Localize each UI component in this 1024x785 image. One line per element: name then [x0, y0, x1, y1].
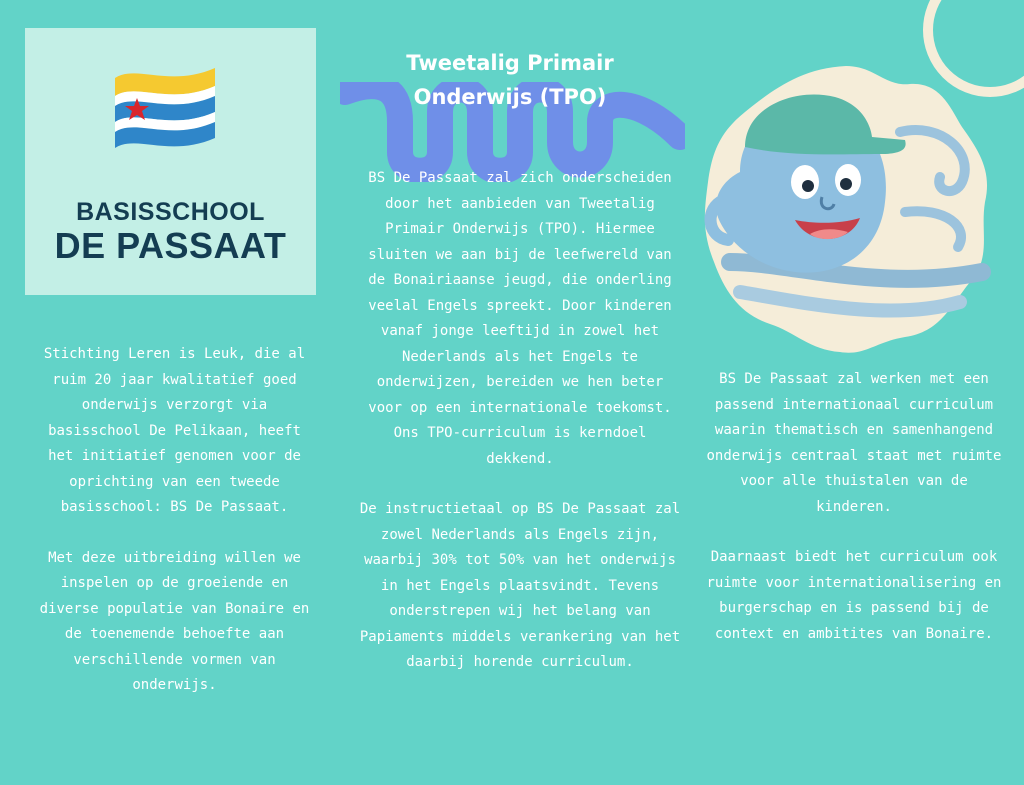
intro-column: [32, 342, 317, 699]
curriculum-paragraph-1: BS De Passaat zal werken met een passend internationaal curriculum waarin thematisch en samenhangend onderwijs centraal staat met ruimte voor alle thuistalen van de kinderen.: [706, 371, 1002, 515]
school-logo: [25, 28, 316, 295]
title-line-1: Tweetalig Primair: [406, 51, 614, 75]
curriculum-paragraph-2: Daarnaast biedt het curriculum ook ruimte voor internationalisering en burgerschap en is passend bij de context en ambitites van Bonaire.: [706, 549, 1002, 642]
page-title: [360, 46, 660, 114]
tpo-paragraph-2: De instructietaal op BS De Passaat zal zowel Nederlands als Engels zijn, waarbij 30% tot 50% van het onderwijs in het Engels plaatsvindt. Tevens onderstrepen wij het belang van Papiaments middels verankering van het daarbij horende curriculum.: [359, 501, 681, 670]
curriculum-column: [704, 367, 1004, 647]
title-line-2: Onderwijs (TPO): [413, 85, 607, 109]
logo-line-2: DE PASSAAT: [54, 225, 287, 266]
intro-paragraph-2: Met deze uitbreiding willen we inspelen op de groeiende en diverse populatie van Bonaire en de toenemende behoefte aan verschillende vormen van onderwijs.: [39, 549, 310, 693]
wind-mascot-illustration: [700, 62, 992, 356]
tpo-column: [358, 166, 682, 676]
tpo-paragraph-1: BS De Passaat zal zich onderscheiden door het aanbieden van Tweetalig Primair Onderwijs (TPO). Hiermee sluiten we aan bij de leefwereld van de Bonairiaanse jeugd, die onderling veelal Engels spreekt. Door kinderen vanaf jonge leeftijd in zowel het Nederlands als het Engels te onderwijzen, bereiden we hen beter voor op een internationale toekomst. Ons TPO-curriculum is kerndoel dekkend.: [368, 170, 672, 467]
logo-line-1: BASISSCHOOL: [76, 198, 265, 226]
flag-icon: [109, 66, 219, 166]
intro-paragraph-1: Stichting Leren is Leuk, die al ruim 20 jaar kwalitatief goed onderwijs verzorgt via basisschool De Pelikaan, heeft het initiatief genomen voor de oprichting van een tweede basisschool: BS De Passaat.: [43, 346, 306, 515]
